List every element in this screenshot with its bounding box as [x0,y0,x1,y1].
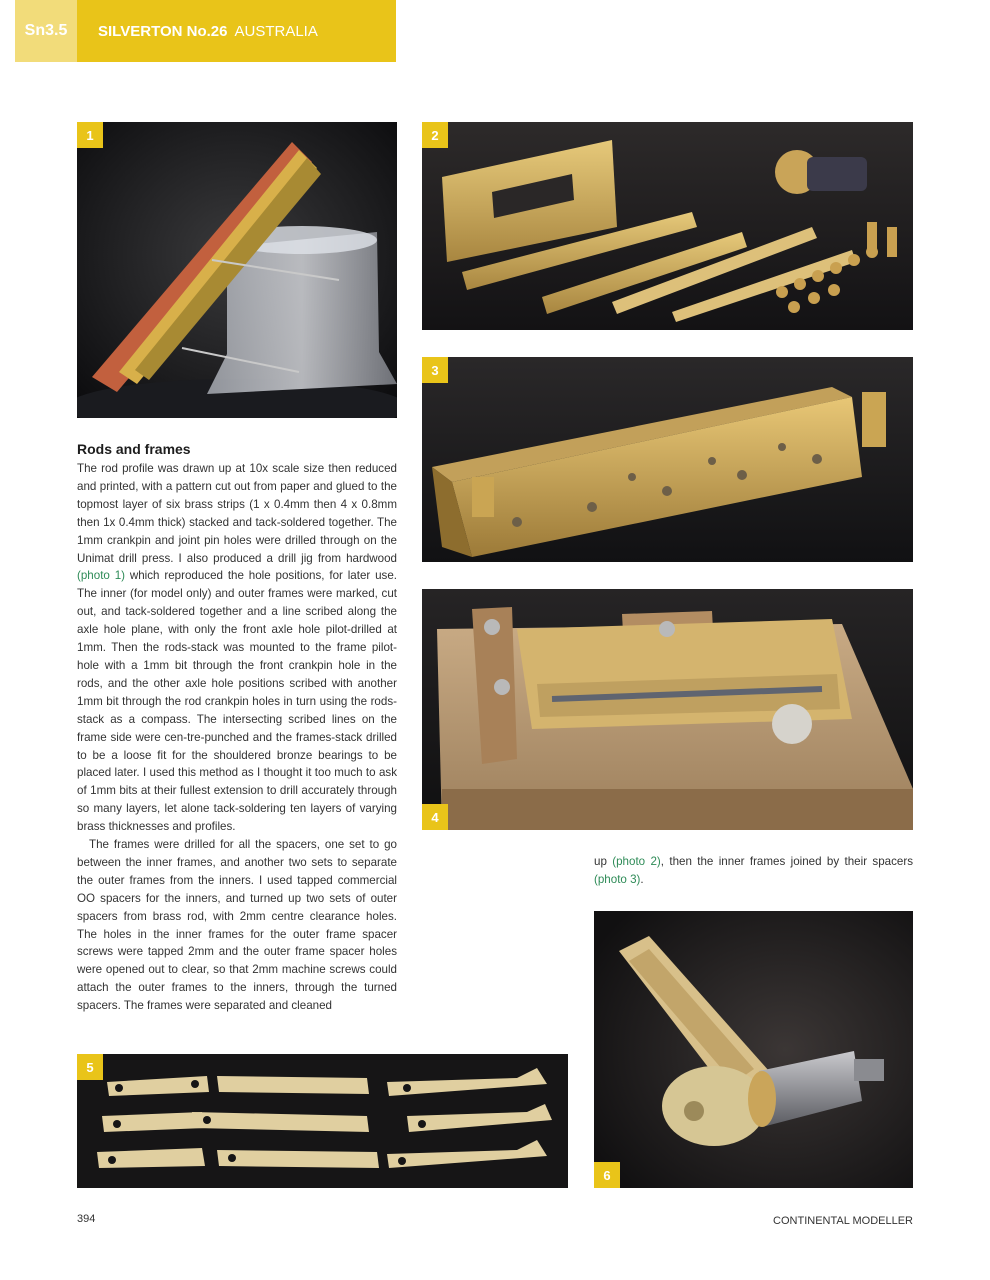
photo-2-reference: (photo 2) [612,855,661,868]
article-column-left [77,460,397,1015]
article-column-right [594,853,913,889]
section-heading: Rods and frames [77,441,191,457]
paragraph-1-text-b: which reproduced the hole positions, for later use. The inner (for model only) and outer frames were marked, cut out, and tack-soldered together and a line scribed along the axle hole plane, with only the front axle hole pilot-drilled at 1mm. Then the rods-stack was mounted to the frame pilot-hole with a 1mm bit through the front crankpin hole in the rods, and the other axle hole positions scribed with another 1mm bit through the rod crankpin holes in turn using the rods-stack as a compass. The intersecting scribed lines on the frame side were cen-tre-punched and the frames-stack drilled to be a loose fit for the shouldered bronze bearings to be placed later. I used this method as I thought it too much to ask of 1mm bits at their fullest extension to drill accurately through so many layers, let alone tack-soldering ten layers of varying brass thicknesses and profiles. [77,569,398,834]
photo-3 [422,357,913,562]
photo-5-number: 5 [77,1054,103,1080]
photo-3-image [422,357,913,562]
photo-2-image [422,122,913,330]
paragraph-1-text-a: The rod profile was drawn up at 10x scale size then reduced and printed, with a pattern cut out from paper and glued to the topmost layer of six brass strips (1 x 0.4mm then 4 x 0.8mm then 1x 0.4mm thick) stacked and tack-soldered together. The 1mm crankpin and joint pin holes were drilled through on the Unimat drill press. I also produced a drill jig from hardwood [77,462,397,565]
paragraph-2: The frames were drilled for all the spacers, one set to go between the inner frames, and another two sets to separate the outer frames from the inners. I used tapped commercial OO spacers for the inners, and turned up two sets of outer spacers from brass rod, with 2mm centre clearance holes. The holes in the inner frames for the outer frame spacer screws were tapped 2mm and the outer frame spacer holes were opened out to clear, so that 2mm machine screws could attach the outer frames to the inners, through the turned spacers. The frames were separated and cleaned [77,838,397,1013]
paragraph-3-text-c: . [640,872,644,886]
page-number: 394 [77,1213,96,1225]
publication-name: CONTINENTAL MODELLER [773,1215,913,1227]
photo-3-number: 3 [422,357,448,383]
paragraph-3 [594,853,913,889]
series-label: Sn3.5 [24,22,68,39]
photo-1-number: 1 [77,122,103,148]
paragraph-3-text-b: , then the inner frames joined by their spacers [660,855,913,868]
photo-6-number: 6 [594,1162,620,1188]
photo-1-image [77,122,397,418]
photo-4-number: 4 [422,804,448,830]
photo-4 [422,589,913,830]
photo-2-number: 2 [422,122,448,148]
photo-1 [77,122,397,418]
series-tab [15,0,77,62]
photo-3-reference: (photo 3) [594,872,641,886]
photo-2 [422,122,913,330]
header-bar [77,0,396,62]
photo-5-image [77,1054,568,1188]
paragraph-3-text-a: up [594,855,613,868]
header-region: AUSTRALIA [234,22,318,40]
photo-4-image [422,589,913,830]
photo-5 [77,1054,568,1188]
header-title: SILVERTON No.26 [98,22,228,40]
photo-1-reference: (photo 1) [77,569,126,583]
photo-6 [594,911,913,1188]
photo-6-image [594,911,913,1188]
paragraph-1 [77,460,397,836]
